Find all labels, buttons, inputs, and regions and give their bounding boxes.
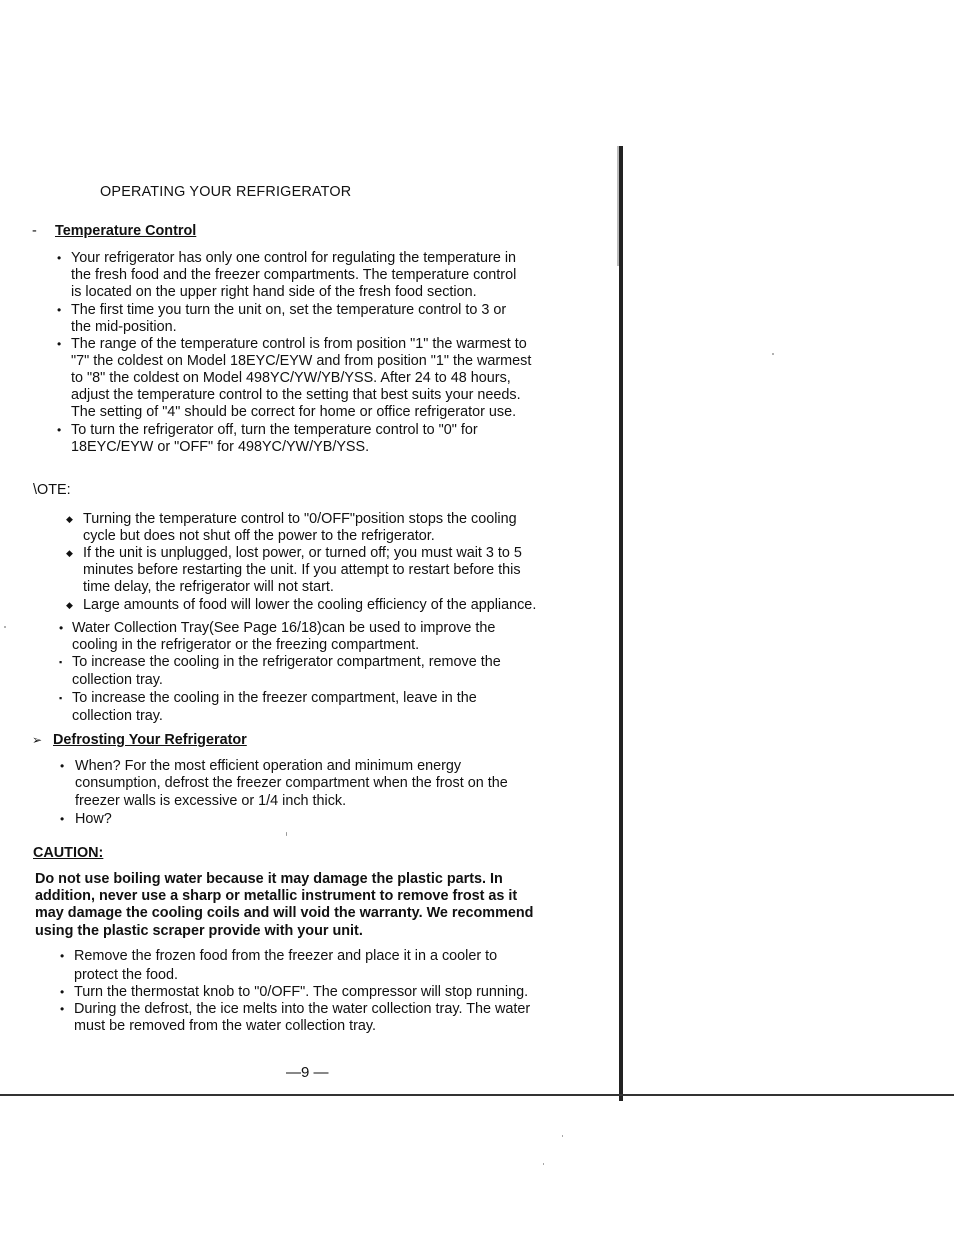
bullet-icon: • (60, 1002, 65, 1016)
list-item-line: Turn the thermostat knob to "0/OFF". The compressor will stop running. (74, 984, 529, 1000)
list-item-line: the mid-position. (71, 319, 177, 335)
list-item-line: minutes before restarting the unit. If you attempt to restart before this (83, 562, 521, 578)
list-item-line: collection tray. (72, 708, 163, 724)
list-item-line: 18EYC/EYW or "OFF" for 498YC/YW/YB/YSS. (71, 439, 370, 455)
scan-speck (286, 832, 287, 836)
page-title: OPERATING YOUR REFRIGERATOR (100, 184, 352, 200)
page-bottom-rule (0, 1094, 954, 1096)
list-item-line: Remove the frozen food from the freezer and place it in a cooler to (74, 948, 498, 964)
scan-speck (772, 353, 774, 355)
scan-speck (543, 1163, 544, 1165)
list-item-line: When? For the most efficient operation and minimum energy (75, 758, 462, 774)
list-item-line: the fresh food and the freezer compartments. The temperature control (71, 267, 517, 283)
square-bullet-icon: ▪ (59, 657, 63, 667)
diamond-bullet-icon: ◆ (66, 600, 73, 610)
list-item-line: must be removed from the water collection tray. (74, 1018, 377, 1034)
list-item-line: Turning the temperature control to "0/OFF"position stops the cooling (83, 511, 517, 527)
list-item-line: During the defrost, the ice melts into the water collection tray. The water (74, 1001, 531, 1017)
list-item-line: adjust the temperature control to the setting that best suits your needs. (71, 387, 521, 403)
note-label: \OTE: (33, 482, 71, 498)
bullet-icon: • (60, 949, 65, 963)
scan-speck (562, 1135, 563, 1137)
list-item-line: consumption, defrost the freezer compartment when the frost on the (75, 775, 508, 791)
bullet-icon: • (59, 621, 64, 635)
bullet-icon: • (57, 337, 62, 351)
bullet-icon: • (60, 759, 65, 773)
list-item-line: "7" the coldest on Model 18EYC/EYW and from position "1" the warmest (71, 353, 532, 369)
list-item-line: To turn the refrigerator off, turn the temperature control to "0" for (71, 422, 478, 438)
warning-line: using the plastic scraper provide with your unit. (35, 923, 363, 939)
bullet-icon: • (60, 812, 65, 826)
defrosting-heading: Defrosting Your Refrigerator (53, 732, 247, 748)
list-item-line: To increase the cooling in the freezer compartment, leave in the (72, 690, 477, 706)
list-item-line: time delay, the refrigerator will not start. (83, 579, 334, 595)
bullet-icon: • (57, 303, 62, 317)
section-marker: - (32, 223, 37, 239)
list-item-line: Your refrigerator has only one control for regulating the temperature in (71, 250, 517, 266)
list-item-line: The setting of "4" should be correct for home or office refrigerator use. (71, 404, 517, 420)
bullet-icon: • (60, 985, 65, 999)
list-item-line: Water Collection Tray(See Page 16/18)can be used to improve the (72, 620, 496, 636)
scan-speck (4, 626, 6, 628)
arrow-marker-icon: ➢ (32, 733, 43, 747)
list-item-line: To increase the cooling in the refrigerator compartment, remove the (72, 654, 501, 670)
caution-label: CAUTION: (33, 845, 104, 861)
list-item-line: freezer walls is excessive or 1/4 inch thick. (75, 793, 347, 809)
bullet-icon: • (57, 423, 62, 437)
list-item-line: The range of the temperature control is from position "1" the warmest to (71, 336, 527, 352)
warning-line: addition, never use a sharp or metallic instrument to remove frost as it (35, 888, 518, 904)
square-bullet-icon: ▪ (59, 693, 63, 703)
list-item-line: cycle but does not shut off the power to the refrigerator. (83, 528, 435, 544)
list-item-line: How? (75, 811, 112, 827)
list-item-line: collection tray. (72, 672, 163, 688)
diamond-bullet-icon: ◆ (66, 514, 73, 524)
page-binding-line (619, 146, 623, 1101)
warning-line: may damage the cooling coils and will void the warranty. We recommend (35, 905, 534, 921)
list-item-line: Large amounts of food will lower the cooling efficiency of the appliance. (83, 597, 537, 613)
page-number: —9 — (286, 1064, 329, 1081)
list-item-line: If the unit is unplugged, lost power, or turned off; you must wait 3 to 5 (83, 545, 522, 561)
list-item-line: is located on the upper right hand side of the fresh food section. (71, 284, 477, 300)
list-item-line: to "8" the coldest on Model 498YC/YW/YB/YSS. After 24 to 48 hours, (71, 370, 511, 386)
warning-line: Do not use boiling water because it may damage the plastic parts. In (35, 871, 503, 887)
list-item-line: protect the food. (74, 967, 179, 983)
diamond-bullet-icon: ◆ (66, 548, 73, 558)
list-item-line: The first time you turn the unit on, set the temperature control to 3 or (71, 302, 507, 318)
temperature-control-heading: Temperature Control (55, 223, 197, 239)
bullet-icon: • (57, 251, 62, 265)
list-item-line: cooling in the refrigerator or the freezing compartment. (72, 637, 420, 653)
